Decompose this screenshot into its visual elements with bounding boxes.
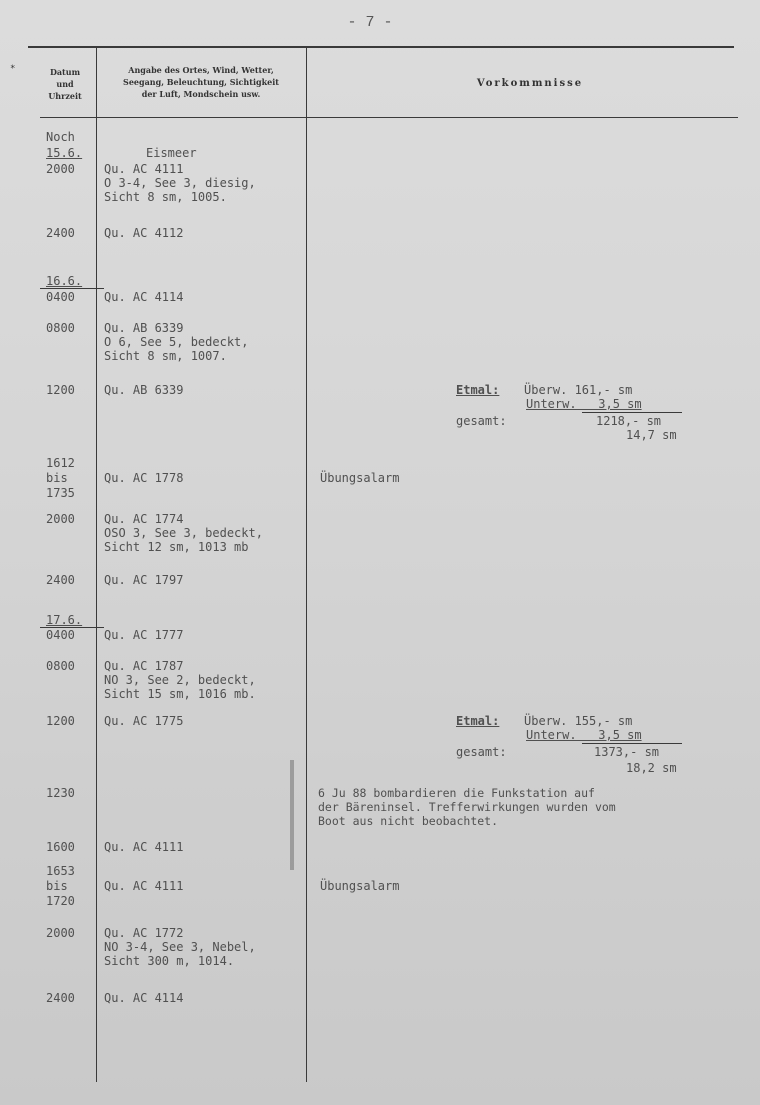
entry-time: Noch (46, 130, 75, 144)
entry-position: Qu. AC 1778 (104, 471, 184, 485)
header-date-time (38, 66, 92, 102)
header-location-weather (98, 64, 304, 100)
header-date-line: Datum (49, 67, 81, 77)
etmal-line: 14,7 sm (626, 428, 677, 442)
entry-position: Qu. AC 1787 NO 3, See 2, bedeckt, Sicht 15 sm, 1016 mb. (104, 659, 256, 701)
entry-position: Qu. AC 4114 (104, 290, 184, 304)
etmal-label: Etmal: (456, 714, 500, 728)
column-divider-1 (96, 47, 97, 1082)
entry-position: Qu. AB 6339 O 6, See 5, bedeckt, Sicht 8 sm, 1007. (104, 321, 249, 363)
header-date-line: Uhrzeit (48, 91, 82, 101)
etmal-sum-rule (582, 743, 682, 744)
pencil-mark (290, 760, 294, 870)
margin-mark: * (10, 64, 16, 74)
header-events: Vorkommnisse (476, 78, 584, 89)
entry-remark: Übungsalarm (320, 879, 400, 893)
etmal-line: 1373,- sm (594, 745, 660, 759)
entry-time: 2400 (46, 226, 75, 240)
entry-position: Qu. AC 4112 (104, 226, 184, 240)
entry-remark: 6 Ju 88 bombardieren die Funkstation auf der Bäreninsel. Trefferwirkungen wurden vom Boot aus nicht beobachtet. (318, 786, 616, 828)
entry-time: 1612 bis 1735 (46, 456, 75, 500)
entry-position: Qu. AC 1775 (104, 714, 184, 728)
entry-position: Eismeer (146, 146, 197, 160)
header-location-line: Seegang, Beleuchtung, Sichtigkeit (123, 77, 279, 87)
etmal-line: Unterw. 3,5 sm (526, 397, 642, 411)
entry-position: Qu. AC 4114 (104, 991, 184, 1005)
etmal-label: Etmal: (456, 383, 500, 397)
etmal-line: Unterw. 3,5 sm (526, 728, 642, 742)
entry-time: 1200 (46, 714, 75, 728)
entry-position: Qu. AC 1797 (104, 573, 184, 587)
entry-time: 2000 (46, 926, 75, 940)
column-divider-2 (306, 47, 307, 1082)
etmal-sum-rule (582, 412, 682, 413)
entry-time: 1200 (46, 383, 75, 397)
entry-time: 0800 (46, 659, 75, 673)
etmal-line: 1218,- sm (596, 414, 662, 428)
entry-time: 2000 (46, 162, 75, 176)
page-number: - 7 - (347, 14, 393, 31)
entry-position: Qu. AC 4111 (104, 879, 184, 893)
entry-date: 17.6. (46, 613, 83, 627)
entry-time: 0800 (46, 321, 75, 335)
etmal-total-label: gesamt: (456, 414, 507, 428)
etmal-line: Überw. 155,- sm (524, 714, 633, 728)
entry-date: 16.6. (46, 274, 83, 288)
entry-position: Qu. AC 4111 O 3-4, See 3, diesig, Sicht 8 sm, 1005. (104, 162, 256, 204)
entry-position: Qu. AC 1774 OSO 3, See 3, bedeckt, Sicht 12 sm, 1013 mb (104, 512, 263, 554)
entry-time: 2000 (46, 512, 75, 526)
etmal-line: Überw. 161,- sm (524, 383, 633, 397)
entry-time: 2400 (46, 573, 75, 587)
date-rule (40, 288, 104, 289)
entry-position: Qu. AC 4111 (104, 840, 184, 854)
header-date-line: und (56, 79, 74, 89)
entry-position: Qu. AC 1772 NO 3-4, See 3, Nebel, Sicht 300 m, 1014. (104, 926, 256, 968)
header-location-line: der Luft, Mondschein usw. (141, 89, 261, 99)
entry-remark: Übungsalarm (320, 471, 400, 485)
table-top-rule (28, 46, 734, 48)
entry-time: 0400 (46, 290, 75, 304)
header-bottom-rule (40, 117, 738, 118)
header-location-line: Angabe des Ortes, Wind, Wetter, (128, 65, 274, 75)
entry-time: 1600 (46, 840, 75, 854)
entry-time: 2400 (46, 991, 75, 1005)
entry-date: 15.6. (46, 146, 83, 160)
entry-position: Qu. AC 1777 (104, 628, 184, 642)
entry-position: Qu. AB 6339 (104, 383, 184, 397)
etmal-line: 18,2 sm (626, 761, 677, 775)
etmal-total-label: gesamt: (456, 745, 507, 759)
entry-time: 1230 (46, 786, 75, 800)
entry-time: 0400 (46, 628, 75, 642)
entry-time: 1653 bis 1720 (46, 864, 75, 908)
